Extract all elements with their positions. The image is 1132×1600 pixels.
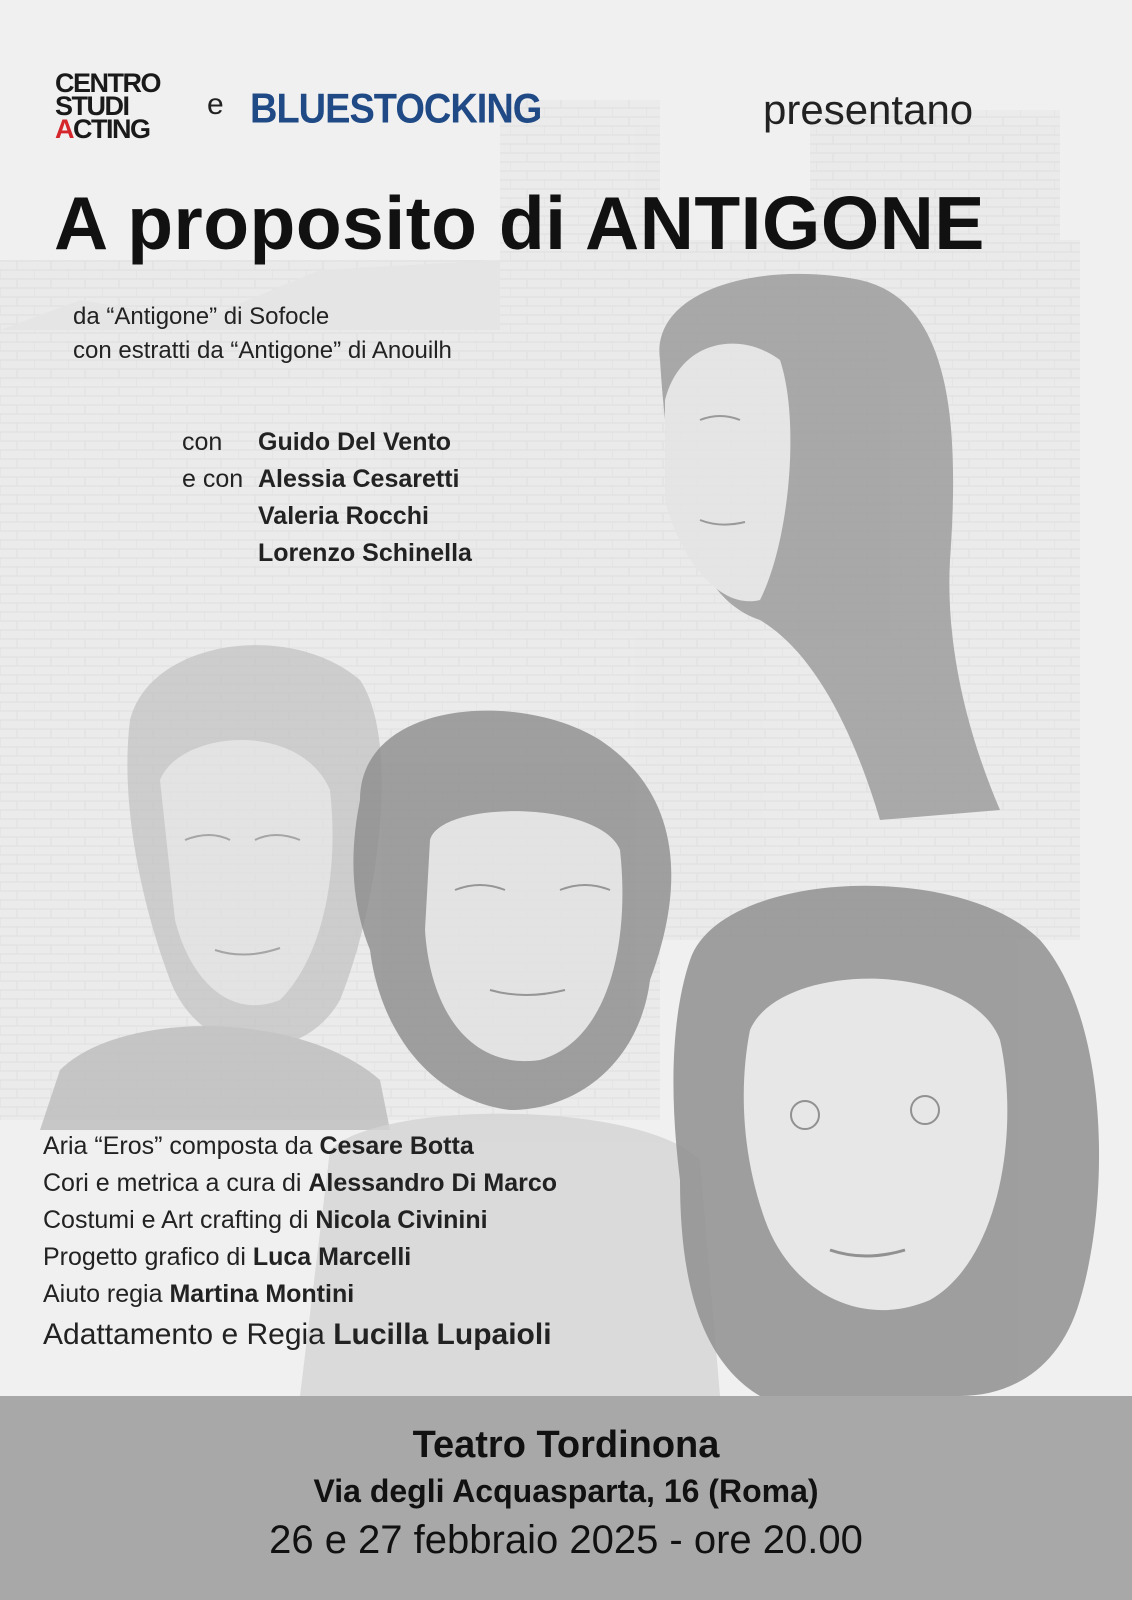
cast-item <box>182 461 472 498</box>
logo-conjunction: e <box>207 88 224 121</box>
venue-footer <box>0 1396 1132 1600</box>
cast-prefix: con <box>182 428 223 456</box>
logo-accent-letter: A <box>55 114 73 144</box>
presentano-label: presentano <box>763 86 974 133</box>
cast-name: Valeria Rocchi <box>258 502 429 530</box>
credit-role: Costumi e Art crafting di <box>43 1206 316 1234</box>
source-line: con estratti da “Antigone” di Anouilh <box>73 337 452 364</box>
cast-name: Guido Del Vento <box>258 428 452 456</box>
cast-prefix <box>182 498 258 535</box>
logo-acting-rest: CTING <box>73 114 150 144</box>
production-credits <box>43 1128 557 1357</box>
credit-name: Lucilla Lupaioli <box>333 1318 552 1351</box>
credit-role: Aiuto regia <box>43 1280 170 1308</box>
credit-line <box>43 1202 557 1239</box>
credit-line <box>43 1165 557 1202</box>
venue-name: Teatro Tordinona <box>412 1424 720 1466</box>
source-line: da “Antigone” di Sofocle <box>73 303 330 330</box>
centro-studi-acting-logo <box>55 68 185 144</box>
logo-line-studi: STUDI <box>55 91 129 121</box>
credit-line <box>43 1239 557 1276</box>
logo-line-centro: CENTRO <box>55 68 160 98</box>
page-title: A proposito di ANTIGONE <box>54 181 985 265</box>
credit-role: Progetto grafico di <box>43 1243 253 1271</box>
cast-name: Alessia Cesaretti <box>258 465 460 493</box>
cast-item <box>182 498 472 535</box>
cast-prefix: e con <box>182 465 244 493</box>
cast-name: Lorenzo Schinella <box>258 539 472 567</box>
cast-item <box>182 424 472 461</box>
credit-line <box>43 1128 557 1165</box>
credit-line-director <box>43 1313 557 1357</box>
logo-line-acting <box>55 114 185 144</box>
cast-item <box>182 535 472 572</box>
credit-role: Adattamento e Regia <box>43 1318 334 1351</box>
event-date: 26 e 27 febbraio 2025 - ore 20.00 <box>269 1518 863 1562</box>
bluestocking-logo: BLUESTOCKING <box>250 86 542 133</box>
credit-role: Cori e metrica a cura di <box>43 1169 309 1197</box>
credit-line <box>43 1276 557 1313</box>
credit-name: Alessandro Di Marco <box>308 1169 558 1197</box>
source-credits <box>73 300 452 368</box>
credit-name: Luca Marcelli <box>252 1243 412 1271</box>
cast-prefix <box>182 535 258 572</box>
credit-name: Martina Montini <box>169 1280 355 1308</box>
cast-list <box>182 424 472 572</box>
credit-role: Aria “Eros” composta da <box>43 1132 320 1160</box>
credit-name: Nicola Civinini <box>315 1206 488 1234</box>
credit-name: Cesare Botta <box>319 1132 474 1160</box>
venue-address: Via degli Acquasparta, 16 (Roma) <box>313 1473 819 1509</box>
